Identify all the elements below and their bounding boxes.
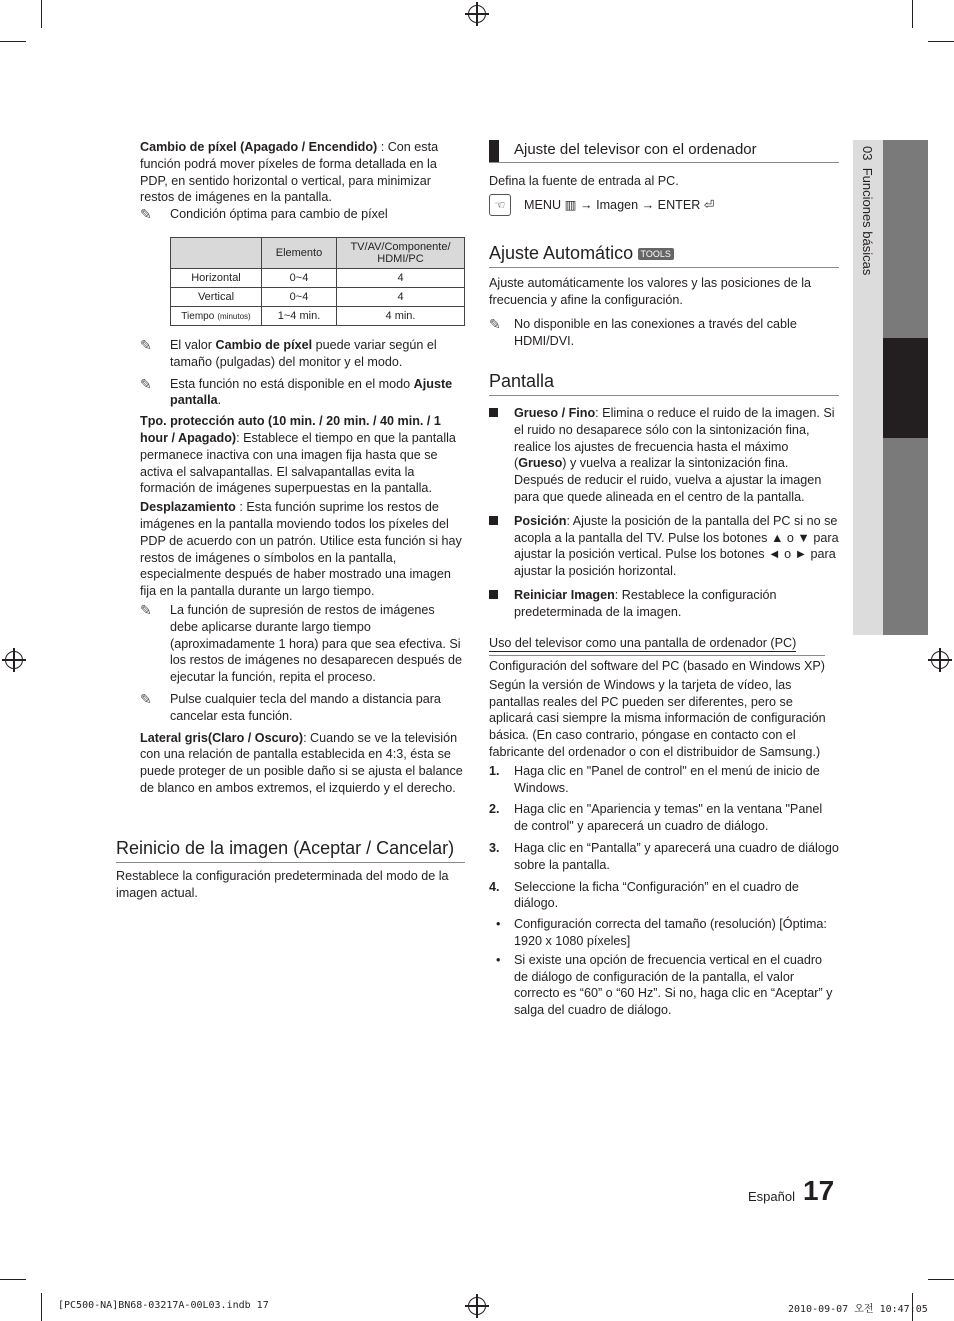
gray-side-paragraph (140, 730, 465, 797)
step-item (489, 840, 839, 874)
term: Posición (514, 513, 567, 528)
side-tab-active-block (883, 338, 928, 438)
note-text: Esta función no está disponible en el modo (170, 376, 414, 391)
section-heading-auto (489, 243, 839, 268)
note (140, 602, 465, 686)
bullet-dot-icon: • (496, 917, 501, 932)
description: : Cuando se ve la televisión con una relación de pantalla establecida en 4:3, ésta se puede proteger de un posible daño si se ajusta el balance de blanco en ambos extremos, el izquierdo y el derecho. (140, 730, 463, 795)
step-item (489, 801, 839, 835)
step-number: 1. (489, 763, 500, 778)
dot-item (489, 952, 839, 1019)
page-number: 17 (803, 1175, 835, 1206)
step-number: 3. (489, 840, 500, 855)
note (140, 206, 465, 223)
note-text: La función de supresión de restos de imágenes debe aplicarse durante largo tiempo (aproximadamente 1 hora) para que sea efectiva. Si los restos de imágenes no desaparecen después de ejecutar la función, repita el proceso. (170, 602, 462, 685)
term: Reiniciar Imagen (514, 587, 615, 602)
pencil-note-icon: ✎ (140, 337, 152, 353)
footer-file: [PC500-NA]BN68-03217A-00L03.indb 17 (58, 1300, 269, 1311)
pencil-note-icon: ✎ (489, 316, 501, 332)
step-text: Seleccione la ficha “Configuración” en el cuadro de diálogo. (514, 879, 799, 911)
registration-mark-icon (931, 651, 949, 669)
description: ) y vuelva a realizar la sintonización fina. Después de reducir el ruido, vuelva a ajustar la imagen para que quede alineada en el centro de la pantalla. (514, 456, 822, 504)
pencil-note-icon: ✎ (140, 601, 152, 618)
note (140, 376, 465, 410)
row-label: Tiempo (181, 311, 215, 322)
note-text: No disponible en las conexiones a través del cable HDMI/DVI. (514, 317, 797, 348)
term: Cambio de píxel (215, 338, 313, 352)
dot-text: Si existe una opción de frecuencia vertical en el cuadro de diálogo de configuración de la pantalla, el valor correcto es “60” o “60 Hz”. Si no, haga clic en “Aceptar” y salga del cuadro de diálogo. (514, 952, 833, 1018)
description: : Esta función suprime los restos de imágenes en la pantalla moviendo todos los píxeles del PDP de acuerdo con un patrón. Utilice esta función si hay restos de imágenes o símbolos en la pantalla, especialmente después de haber mostrado una imagen fija en la pantalla durante un largo tiempo. (140, 500, 462, 599)
config-title: Configuración del software del PC (basado en Windows XP) (489, 659, 826, 673)
instruction-text: Defina la fuente de entrada al PC. (489, 174, 679, 188)
section-heading: Pantalla (489, 371, 839, 396)
note-text: . (217, 393, 222, 408)
step-text: Haga clic en “Pantalla” y aparecerá una cuadro de diálogo sobre la pantalla. (514, 840, 839, 872)
note-text: puede variar según el tamaño (pulgadas) del monitor y el modo. (170, 338, 437, 369)
description: : Elimina o reduce el ruido de la imagen. Si el ruido no desaparece sólo con la sintonización fina, realice los ajustes de frecuencia hasta el máximo ( (514, 406, 835, 471)
term: Grueso (518, 456, 563, 471)
left-column-body (140, 337, 465, 797)
table-cell: 0~4 (262, 269, 337, 288)
bullet-square-icon (489, 408, 498, 417)
divider (489, 655, 825, 656)
table-cell (171, 307, 262, 326)
pencil-note-icon: ✎ (140, 375, 152, 392)
crop-mark (928, 41, 954, 42)
bullet-square-icon (489, 516, 498, 525)
term: Grueso / Fino (514, 406, 596, 420)
crop-mark (0, 1279, 26, 1280)
registration-mark-icon (468, 5, 486, 23)
note (489, 316, 840, 350)
pc-usage-heading: Uso del televisor como una pantalla de ordenador (PC) (489, 636, 797, 650)
scrolling-paragraph (140, 499, 465, 600)
table-cell: Horizontal (171, 269, 262, 288)
list-item (489, 513, 839, 580)
left-column-top (140, 139, 465, 223)
crop-mark (41, 1293, 42, 1321)
table-cell: 4 (337, 269, 465, 288)
note-text: Condición óptima para cambio de píxel (170, 207, 388, 222)
registration-mark-icon (468, 1297, 486, 1315)
footer-date: 2010-09-07 오전 10:47:05 (788, 1304, 928, 1315)
section-heading: Ajuste Automático (489, 243, 634, 263)
pantalla-list (489, 405, 839, 621)
side-tab-label: Funciones básicas (860, 167, 875, 276)
side-tab-block (883, 438, 928, 635)
term: Desplazamiento (140, 500, 236, 515)
crop-mark (912, 0, 913, 28)
note-text: Pulse cualquier tecla del mando a distancia para cancelar esta función. (170, 691, 441, 723)
term: Cambio de píxel (Apagado / Encendido) (140, 140, 378, 154)
table-row (171, 307, 465, 326)
dot-text: Configuración correcta del tamaño (resolución) [Óptima: 1920 x 1080 píxeles] (514, 917, 827, 948)
description: : Ajuste la posición de la pantalla del PC si no se acopla a la pantalla del TV. Pulse los botones ▲ o ▼ para ajustar la posición vertical. Pulse los botones ◄ o ► para ajustar la posición horizontal. (514, 513, 839, 579)
auto-protection-paragraph (140, 413, 465, 497)
table-cell: 1~4 min. (262, 307, 337, 326)
subheading-bar (489, 140, 839, 163)
bullet-dot-icon: • (496, 952, 501, 967)
note (140, 691, 465, 725)
unit: (minutos) (217, 312, 251, 321)
table-header: TV/AV/Componente/ HDMI/PC (337, 238, 465, 269)
side-tab (860, 146, 875, 275)
table-header: Elemento (262, 238, 337, 269)
step-text: Haga clic en "Panel de control" en el menú de inicio de Windows. (514, 763, 820, 795)
side-tab-block (883, 140, 928, 338)
pc-config (489, 658, 839, 1019)
term: Ajuste pantalla (170, 376, 453, 408)
step-item (489, 879, 839, 913)
pencil-note-icon: ✎ (140, 206, 152, 223)
section-text: Ajuste automáticamente los valores y las posiciones de la frecuencia y afine la configuración. (489, 276, 812, 307)
list-item (489, 587, 839, 621)
config-text: Según la versión de Windows y la tarjeta de vídeo, las pantallas reales del PC pueden ser diferentes, pero se aplicará casi siempre la misma información de configuración básica. (En caso contrario, póngase en contacto con el fabricante del ordenador o con el distribuidor de Samsung.) (489, 677, 826, 759)
note-text: El valor (170, 338, 216, 352)
crop-mark (0, 41, 26, 42)
heading-marker (489, 140, 499, 162)
dot-item (489, 916, 839, 950)
table-cell: Vertical (171, 288, 262, 307)
crop-mark (41, 0, 42, 28)
term: Tpo. protección auto (10 min. / 20 min. / 40 min. / 1 hour / Apagado) (140, 414, 441, 445)
pixel-shift-paragraph (140, 139, 465, 206)
table-row (171, 269, 465, 288)
pencil-note-icon: ✎ (140, 690, 152, 707)
bullet-square-icon (489, 590, 498, 599)
step-number: 2. (489, 802, 500, 817)
table-cell: 4 min. (337, 307, 465, 326)
note (140, 337, 465, 371)
description: : Restablece la configuración predeterminada de la imagen. (514, 587, 777, 619)
step-number: 4. (489, 879, 500, 894)
table-cell: 4 (337, 288, 465, 307)
subheading: Ajuste del televisor con el ordenador (514, 141, 757, 158)
side-tab-number: 03 (860, 146, 875, 161)
term: Lateral gris(Claro / Oscuro) (140, 730, 304, 745)
list-item (489, 405, 839, 506)
step-text: Haga clic en "Apariencia y temas" en la ventana "Panel de control" y aparecerá un cuadro de diálogo. (514, 802, 823, 834)
table-cell: 0~4 (262, 288, 337, 307)
hand-icon: ☜ (489, 194, 511, 216)
table-row (171, 288, 465, 307)
section-heading: Reinicio de la imagen (Aceptar / Cancelar) (116, 838, 465, 863)
section-text: Restablece la configuración predeterminada del modo de la imagen actual. (116, 869, 449, 900)
footer-language: Español (748, 1189, 795, 1204)
description: : Con esta función podrá mover píxeles de forma detallada en la PDP, en sentido horizontal o vertical, para minimizar restos de imágenes en la pantalla. (140, 140, 439, 205)
menu-path: MENU ▥ → Imagen → ENTER ⏎ (524, 198, 715, 212)
pixel-shift-table (170, 237, 465, 326)
table-header (171, 238, 262, 269)
registration-mark-icon (5, 651, 23, 669)
tools-badge: TOOLS (638, 248, 674, 260)
crop-mark (928, 1279, 954, 1280)
description: : Establece el tiempo en que la pantalla permanece inactiva con una imagen fija hasta que se activa el salvapantallas. El salvapantallas evita la formación de imágenes superpuestas en la pantalla. (140, 430, 456, 496)
step-item (489, 763, 839, 797)
